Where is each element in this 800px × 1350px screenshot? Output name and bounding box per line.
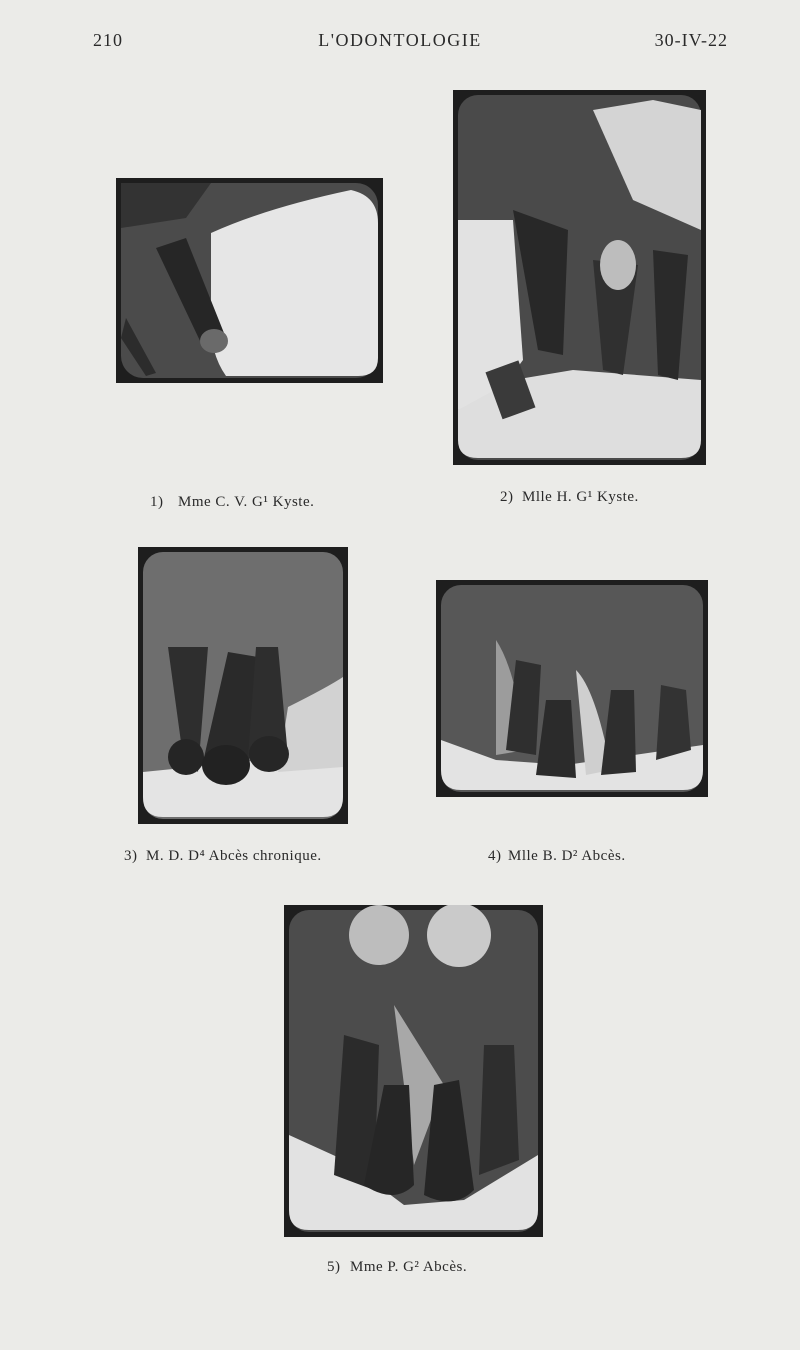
page-header	[0, 30, 800, 60]
radiograph-5	[284, 905, 543, 1237]
caption-1-text: Mme C. V. G¹ Kyste.	[178, 494, 315, 510]
issue-date: 30-IV-22	[654, 30, 728, 50]
caption-2-text: Mlle H. G¹ Kyste.	[522, 489, 639, 505]
radiograph-1	[116, 178, 383, 383]
caption-4-text: Mlle B. D² Abcès.	[508, 848, 626, 864]
radiograph-2	[453, 90, 706, 465]
radiograph-3	[138, 547, 348, 824]
journal-title: L'ODONTOLOGIE	[318, 30, 482, 50]
caption-3: 3)	[124, 848, 138, 864]
caption-2: 2)	[500, 489, 514, 505]
caption-1: 1)	[150, 494, 164, 510]
caption-3-text: M. D. D⁴ Abcès chronique.	[146, 848, 322, 864]
page-number: 210	[93, 30, 123, 50]
caption-4: 4)	[488, 848, 502, 864]
radiograph-4	[436, 580, 708, 797]
caption-5-text: Mme P. G² Abcès.	[350, 1259, 468, 1275]
caption-5: 5)	[327, 1259, 341, 1275]
